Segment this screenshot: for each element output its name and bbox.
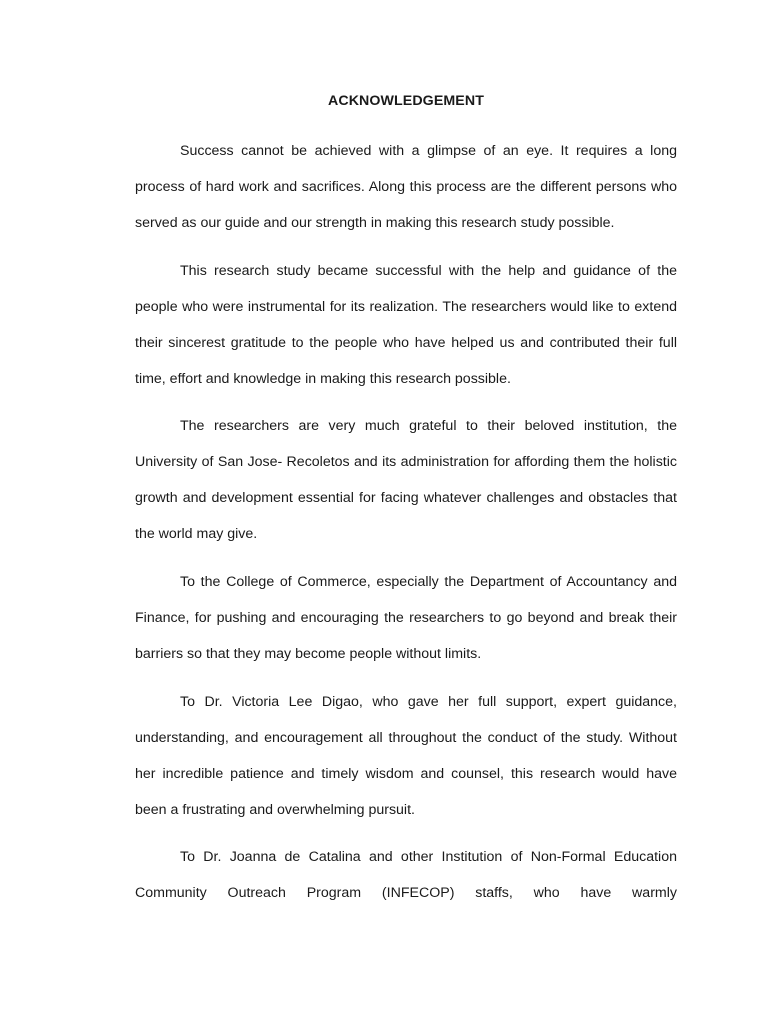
- paragraph-research-study: This research study became successful with the help and guidance of the people who were instrumental for its realization. The researchers would like to extend their sincerest gratitude to the people who have helped us and contributed their full time, effort and knowledge in making this research possible.: [135, 263, 677, 387]
- paragraph-institution: The researchers are very much grateful to their beloved institution, the University of San Jose- Recoletos and its administration for affording them the holistic growth and development essential for facing whatever challenges and obstacles that the world may give.: [135, 418, 677, 542]
- paragraph-infecop: To Dr. Joanna de Catalina and other Institution of Non-Formal Education Community Outreach Program (INFECOP) staffs, who have warmly: [135, 849, 677, 901]
- page-title: ACKNOWLEDGEMENT: [328, 93, 484, 109]
- paragraph-success: Success cannot be achieved with a glimpse of an eye. It requires a long process of hard work and sacrifices. Along this process are the different persons who served as our guide and our strength in making this research study possible.: [135, 143, 677, 231]
- paragraph-adviser: To Dr. Victoria Lee Digao, who gave her full support, expert guidance, understanding, and encouragement all throughout the conduct of the study. Without her incredible patience and timely wisdom and counsel, this research would have been a frustrating and overwhelming pursuit.: [135, 694, 677, 818]
- paragraph-college-of-commerce: To the College of Commerce, especially the Department of Accountancy and Finance, for pushing and encouraging the researchers to go beyond and break their barriers so that they may become people without limits.: [135, 574, 677, 662]
